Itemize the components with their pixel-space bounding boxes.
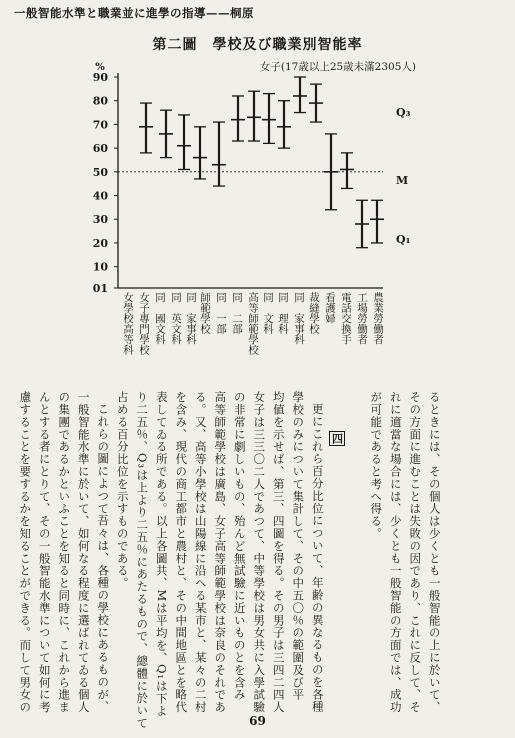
m-label: M [396, 174, 409, 187]
category-label: 高等師範學校 [247, 292, 259, 355]
y-unit-label: % [95, 62, 105, 73]
y-tick-label: 70 [92, 118, 108, 132]
text-column: の非常に劇しいもの、殆んど無試驗に近いものとを含み [232, 391, 247, 701]
category-label: 同 家事科 [293, 292, 305, 345]
y-tick-label: 60 [92, 142, 108, 156]
range-bar [231, 96, 245, 141]
range-bar [355, 200, 369, 247]
text-column: るときには、その個人は少くとも一般智能の上に於いて、 [427, 391, 442, 714]
running-head: 一般智能水準と職業並に進學の指導——桐原 [14, 6, 254, 20]
text-column: 更にこれら百分比位について、年齢の異なるものを各種 [310, 403, 325, 713]
range-bar [277, 101, 291, 148]
range-bar [177, 115, 191, 170]
category-label: 裁縫學校 [308, 292, 320, 334]
text-column: が可能であると考へ得る。 [369, 391, 384, 540]
category-label: 同 文科 [262, 292, 274, 334]
y-tick-label: 10 [92, 260, 108, 274]
text-column: を含み、現代の商工都市と農村と、その中間地區とを略代 [174, 391, 189, 714]
chart-axes [93, 62, 411, 295]
text-column: 慮することを要するかを知ることができる。而して男女の [18, 391, 33, 714]
text-column: る。又、高等小學校は山陽線に沿へる某市と、某々の二村 [193, 391, 208, 714]
category-label: 同 英文科 [170, 292, 182, 345]
page-number: 69 [249, 714, 266, 728]
range-bar [324, 134, 338, 210]
text-column: 占める百分比位を示すものである。 [115, 391, 130, 590]
text-column: の集團であるかといふことを知ると同時に、これから進ま [57, 391, 72, 714]
range-bar [340, 153, 354, 189]
figure-title: 第二圖 學校及び職業別智能率 [152, 37, 363, 53]
y-tick-label: 01 [92, 282, 108, 295]
category-label: 同 家事科 [185, 292, 197, 345]
category-label: 同 理科 [277, 292, 289, 334]
text-column: 女子は三三〇二人であつて、中等學校は男女共に入學試驗 [252, 391, 267, 714]
category-label: 看護婦 [324, 292, 336, 324]
y-tick-label: 40 [92, 189, 108, 203]
section-number: 四 [330, 433, 344, 444]
range-bar [159, 110, 173, 157]
category-label: 電話交換手 [340, 292, 352, 345]
text-column: り二五％、Q₃は上より二五％にあたるもので、總體に於いて [135, 391, 150, 730]
q3-label: Q₃ [396, 106, 411, 119]
y-tick-label: 50 [92, 165, 108, 179]
range-bar [293, 77, 307, 113]
category-label: 女學校高等科 [122, 292, 134, 355]
figure-subtitle: 女子(17歳以上25歳未滿2305人) [259, 61, 416, 73]
text-column: これらの圖によつて吾々は、各種の學校にあるものが、 [96, 403, 111, 713]
text-column: 表してゐる所である。以上各圖共、Mは平均を、Q₁は下よ [154, 391, 169, 718]
y-tick-label: 30 [92, 213, 108, 227]
text-column: れに適當な場合には、少くとも一般智能の方面では、成功 [388, 391, 403, 714]
range-bar [309, 84, 323, 122]
text-column: 高等師範學校は廣島、女子高等師範學校は奈良のそれであ [213, 391, 228, 714]
y-tick-label: 80 [92, 94, 108, 108]
category-label: 同 二部 [231, 292, 243, 334]
range-bar [212, 122, 226, 186]
category-label: 同 一部 [215, 292, 227, 334]
range-bar [370, 200, 384, 243]
range-bar [139, 103, 153, 153]
category-label: 女子專門學校 [138, 292, 150, 355]
text-column: 學校のみについて集計して、その中五〇％の範圍及び平 [291, 391, 306, 701]
range-bar [262, 94, 276, 144]
range-bar [247, 91, 261, 141]
text-column: んとする者にとりて、その一般智能水準について如何に考 [37, 391, 52, 714]
text-column: 均値を示せば、第三、四圖を得る。その男子は三四二四人 [271, 391, 286, 714]
category-label: 同 國文科 [154, 292, 166, 345]
y-tick-label: 20 [92, 236, 108, 250]
category-label: 工場勞働者 [356, 292, 368, 345]
chart-marks [139, 77, 384, 248]
category-label: 師範學校 [199, 292, 211, 334]
category-label: 農業勞働者 [372, 292, 384, 345]
q1-label: Q₁ [396, 233, 411, 246]
text-column: その方面に進むことは失敗の因であり、これに反して、そ [408, 391, 423, 714]
range-bar [193, 127, 207, 179]
y-tick-label: 90 [92, 71, 108, 84]
text-column: 一般智能水準に於いて、如何なる程度に選ばれてゐる個人 [76, 391, 91, 714]
